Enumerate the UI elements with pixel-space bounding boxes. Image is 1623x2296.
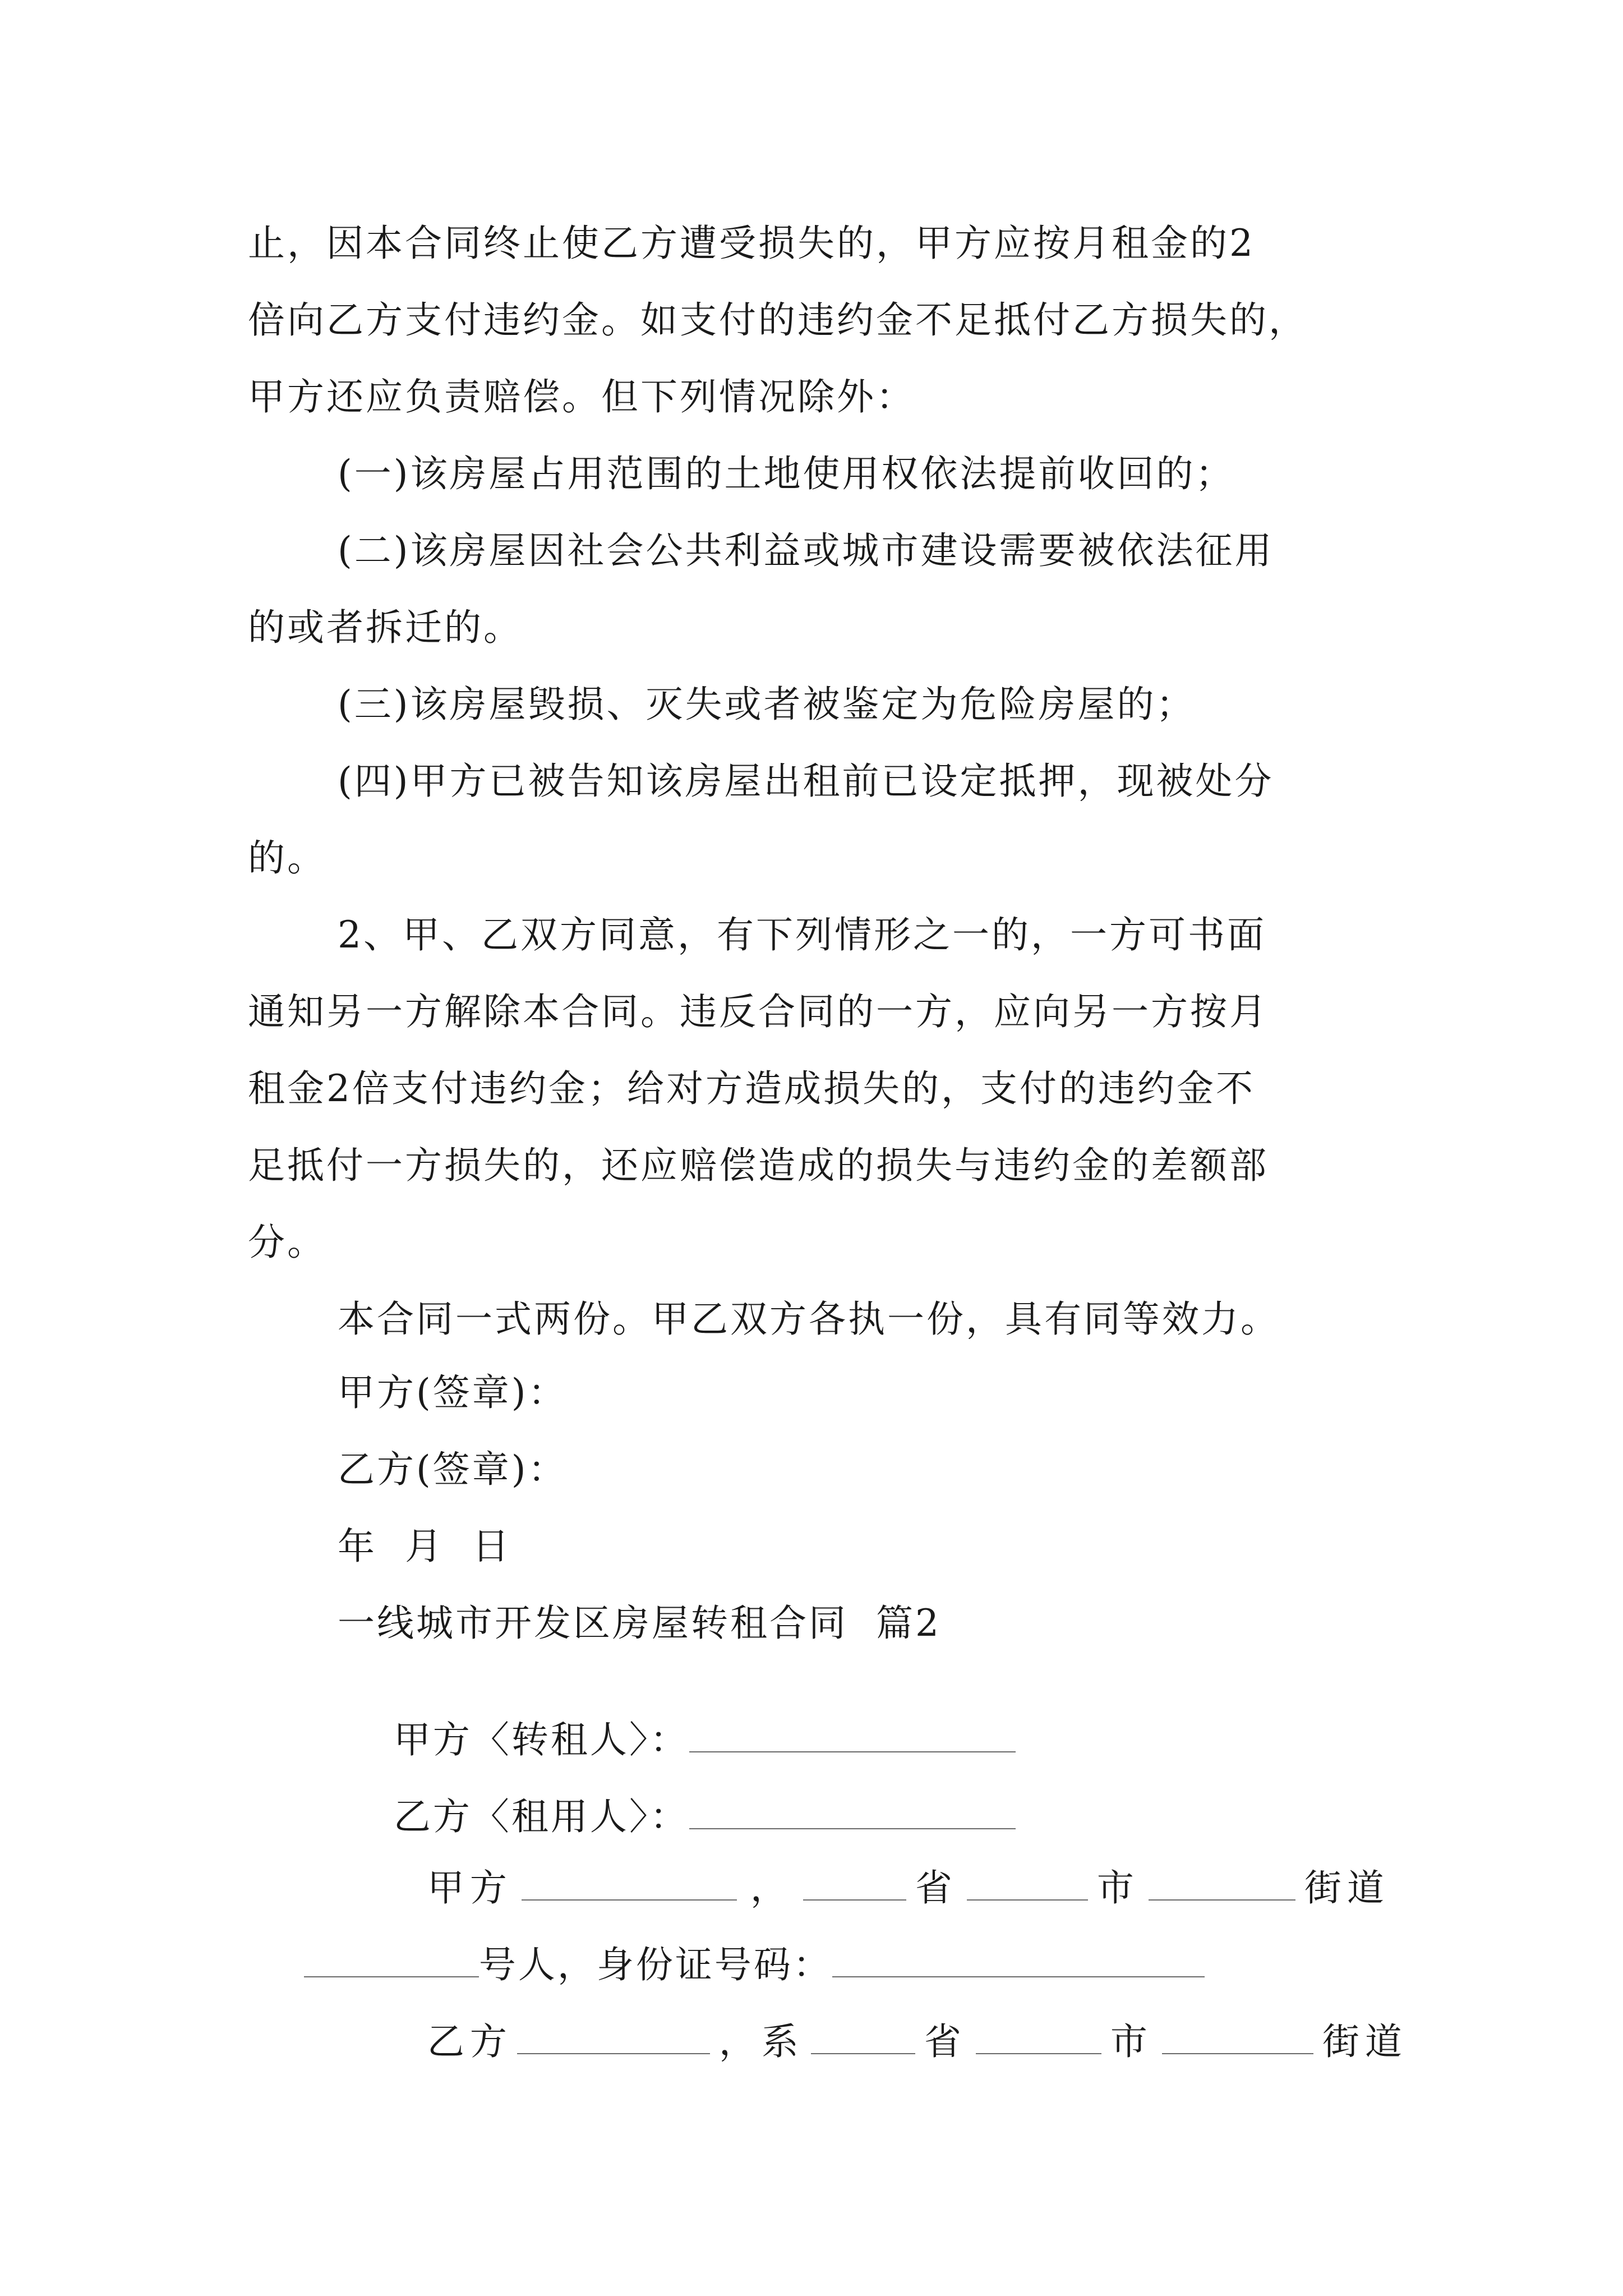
party-a-name-field[interactable]: [689, 1719, 1016, 1752]
exception-item-3: (三)该房屋毁损、灭失或者被鉴定为危险房屋的；: [338, 683, 1196, 726]
party-a-signature: 甲方(签章)：: [338, 1371, 568, 1414]
party-a-number-label: 号人，身份证号码：: [478, 1943, 832, 1986]
exception-item-2-line-1: (二)该房屋因社会公共利益或城市建设需要被依法征用: [338, 529, 1274, 572]
party-b-city-field[interactable]: [976, 2021, 1101, 2054]
party-a-number-field[interactable]: [304, 1944, 479, 1977]
party-a-detail-label: 甲方: [427, 1866, 513, 1910]
party-b-street-label: 街道: [1322, 2020, 1408, 2063]
party-a-city-label: 市: [1096, 1866, 1140, 1910]
party-a-city-field[interactable]: [967, 1867, 1088, 1901]
party-b-detail-line-1: [358, 1984, 1408, 2097]
party-b-lessee-label: 乙方〈租用人〉：: [393, 1795, 689, 1838]
party-a-province-field[interactable]: [803, 1867, 906, 1901]
clause-2-line-2: 通知另一方解除本合同。违反合同的一方，应向另一方按月: [248, 990, 1269, 1033]
party-a-province-label: 省: [915, 1866, 958, 1910]
party-b-province-field[interactable]: [811, 2021, 915, 2054]
party-b-city-label: 市: [1110, 2020, 1153, 2063]
clause-2-line-1: 2、甲、乙双方同意，有下列情形之一的，一方可书面: [338, 913, 1266, 956]
party-b-detail-label: 乙方: [427, 2020, 513, 2063]
clause-1-line-3: 甲方还应负责赔偿。但下列情况除外：: [248, 375, 915, 418]
exception-item-4-line-1: (四)甲方已被告知该房屋出租前已设定抵押，现被处分: [338, 760, 1274, 803]
copies-statement: 本合同一式两份。甲乙双方各执一份，具有同等效力。: [338, 1297, 1280, 1341]
exception-item-2-line-2: 的或者拆迁的。: [248, 606, 523, 649]
party-a-street-field[interactable]: [1149, 1867, 1295, 1901]
party-b-street-field[interactable]: [1162, 2021, 1313, 2054]
exception-item-1: (一)该房屋占用范围的土地使用权依法提前收回的；: [338, 452, 1235, 495]
clause-2-line-5: 分。: [248, 1221, 326, 1264]
party-a-detail-name-field[interactable]: [522, 1867, 737, 1901]
party-b-comma: ，系: [718, 2020, 804, 2063]
party-b-detail-name-field[interactable]: [517, 2021, 710, 2054]
party-a-street-label: 街道: [1304, 1866, 1390, 1910]
party-b-signature: 乙方(签章)：: [338, 1448, 568, 1491]
party-a-comma: ，: [750, 1866, 793, 1910]
clause-2-line-3: 租金2倍支付违约金；给对方造成损失的，支付的违约金不: [248, 1067, 1255, 1110]
party-b-name-field[interactable]: [689, 1796, 1016, 1829]
party-a-sublessor-label: 甲方〈转租人〉：: [393, 1718, 689, 1761]
exception-item-4-line-2: 的。: [248, 836, 326, 880]
party-b-province-label: 省: [924, 2020, 967, 2063]
contract-2-title: 一线城市开发区房屋转租合同 篇2: [338, 1602, 941, 1645]
date-line: 年 月 日: [338, 1525, 511, 1568]
clause-1-line-1: 止，因本合同终止使乙方遭受损失的，甲方应按月租金的2: [248, 222, 1255, 265]
clause-2-line-4: 足抵付一方损失的，还应赔偿造成的损失与违约金的差额部: [248, 1144, 1269, 1187]
party-a-id-field[interactable]: [832, 1944, 1205, 1977]
clause-1-line-2: 倍向乙方支付违约金。如支付的违约金不足抵付乙方损失的，: [248, 298, 1308, 342]
